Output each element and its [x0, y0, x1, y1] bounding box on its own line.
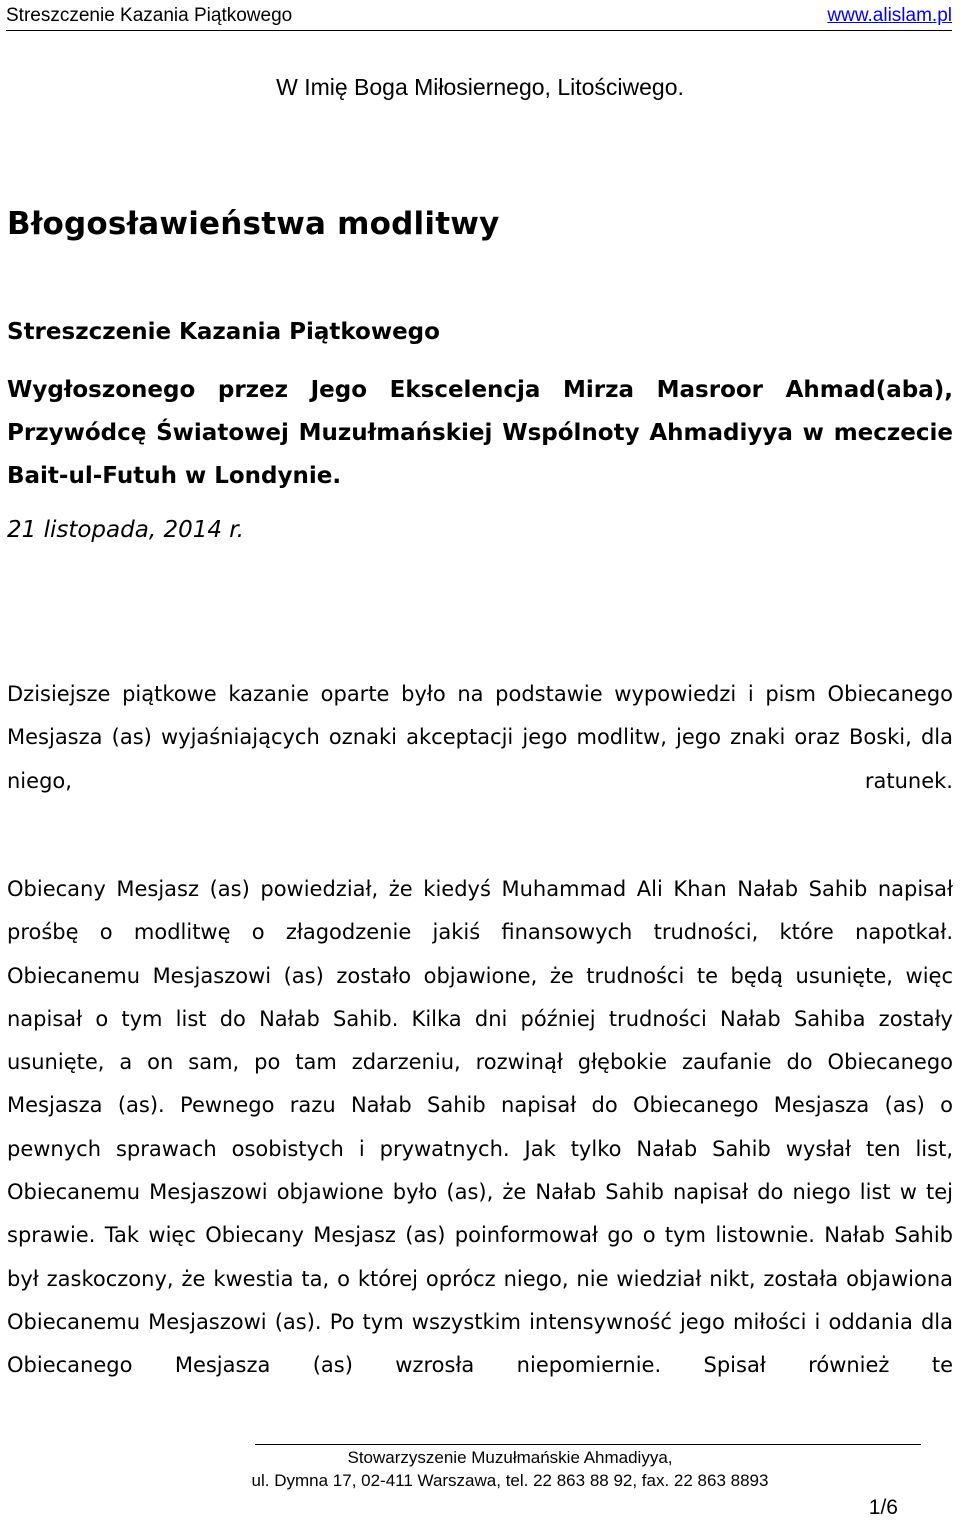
page-header	[6, 4, 952, 31]
page-number: 1/6	[868, 1496, 898, 1519]
sermon-date: 21 listopada, 2014 r.	[7, 517, 244, 543]
footer-address: ul. Dymna 17, 02-411 Warszawa, tel. 22 863 88 92, fax. 22 863 8893	[251, 1471, 769, 1490]
sermon-attribution: Wygłoszonego przez Jego Ekscelencja Mirza Masroor Ahmad(aba), Przywódcę Światowej Muzułmańskiej Wspólnoty Ahmadiyya w meczecie Bait-ul-Futuh w Londynie.	[7, 377, 953, 489]
dedication-line: W Imię Boga Miłosiernego, Litościwego.	[276, 74, 684, 100]
header-website-link[interactable]: www.alislam.pl	[827, 5, 952, 26]
paragraph-intro: Dzisiejsze piątkowe kazanie oparte było na podstawie wypowiedzi i pism Obiecanego Mesjasza (as) wyjaśniających oznaki akceptacji jego modlitw, jego znaki oraz Boski, dla niego, ratunek.	[7, 682, 953, 793]
footer-divider	[255, 1444, 921, 1445]
paragraph-main: Obiecany Mesjasz (as) powiedział, że kiedyś Muhammad Ali Khan Nałab Sahib napisał prośbę o modlitwę o złagodzenie jakiś finansowych trudności, które napotkał. Obiecanemu Mesjaszowi (as) zostało objawione, że trudności te będą usunięte, więc napisał o tym list do Nałab Sahib. Kilka dni później trudności Nałab Sahiba zostały usunięte, a on sam, po tam zdarzeniu, rozwinął głębokie zaufanie do Obiecanego Mesjasza (as). Pewnego razu Nałab Sahib napisał do Obiecanego Mesjasza (as) o pewnych sprawach osobistych i prywatnych. Jak tylko Nałab Sahib wysłał ten list, Obiecanemu Mesjaszowi objawione było (as), że Nałab Sahib napisał do niego list w tej sprawie. Tak więc Obiecany Mesjasz (as) poinformował go o tym listownie. Nałab Sahib był zaskoczony, że kwestia ta, o której oprócz niego, nie wiedział nikt, została objawiona Obiecanemu Mesjaszowi (as). Po tym wszystkim intensywność jego miłości i oddania dla Obiecanego Mesjasza (as) wzrosła niepomiernie. Spisał również te	[7, 877, 953, 1378]
footer-organization: Stowarzyszenie Muzułmańskie Ahmadiyya,	[347, 1448, 673, 1467]
document-subtitle: Streszczenie Kazania Piątkowego	[7, 319, 440, 345]
header-document-title: Streszczenie Kazania Piątkowego	[6, 5, 293, 26]
document-title: Błogosławieństwa modlitwy	[7, 206, 500, 242]
